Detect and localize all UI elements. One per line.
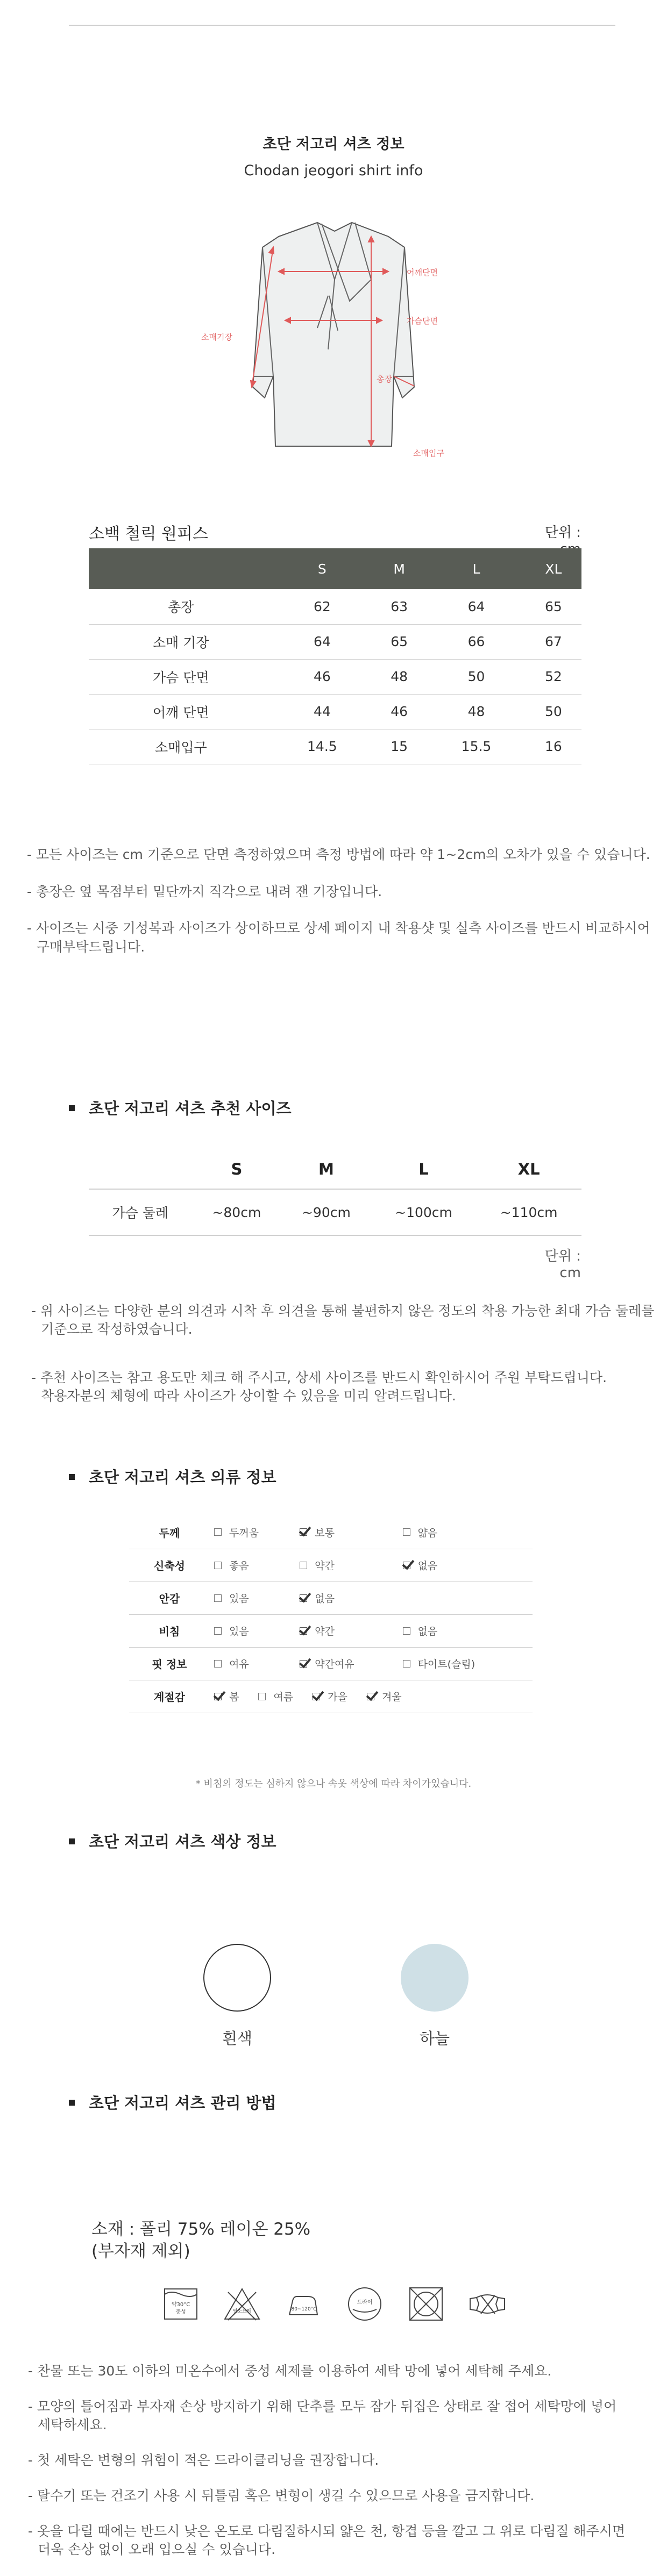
table-cell: 48 (427, 694, 525, 729)
table-cell: 64 (273, 624, 371, 659)
recommend-heading-text: 초단 저고리 셔츠 추천 사이즈 (89, 1099, 292, 1118)
checkmark-icon (300, 1660, 307, 1668)
option-loose: 여유 (214, 1656, 249, 1671)
fabric-row-thickness (129, 1516, 533, 1549)
recommend-heading (69, 1097, 292, 1119)
checkmark-icon (367, 1693, 374, 1700)
checkmark-icon (300, 1528, 307, 1536)
option-good: 좋음 (214, 1558, 249, 1572)
table-cell: 44 (273, 694, 371, 729)
table-cell: 62 (273, 589, 371, 624)
color-swatch-white (203, 1944, 271, 2012)
option-spring: 봄 (214, 1689, 239, 1704)
fabric-row-stretch (129, 1549, 533, 1582)
table-cell: ~90cm (281, 1189, 371, 1235)
fabric-label: 비침 (129, 1614, 210, 1647)
size-table-header-row (89, 548, 581, 589)
bullet-square-icon (69, 1105, 75, 1111)
wash-30-neutral-icon (161, 2285, 200, 2323)
rec-header: M (281, 1149, 371, 1189)
option-slight: 약간 (300, 1558, 335, 1572)
size-header: S (273, 548, 371, 589)
table-cell: 50 (526, 694, 581, 729)
label-sleeve-length: 소매기장 (201, 332, 232, 342)
table-cell: 65 (371, 624, 427, 659)
fabric-table (129, 1516, 533, 1713)
table-cell: 16 (526, 729, 581, 764)
color-name: 흰색 (222, 2029, 253, 2048)
table-cell: ~100cm (371, 1189, 477, 1235)
rec-header (89, 1149, 192, 1189)
table-row (89, 659, 581, 694)
recommend-note: 착용자분의 체형에 따라 사이즈가 상이할 수 있음을 미리 알려드립니다. (41, 1388, 456, 1404)
svg-text:약30°C: 약30°C (171, 2302, 190, 2308)
checkbox-icon (300, 1562, 307, 1569)
bullet-square-icon (69, 1838, 75, 1844)
material-line: 소재 : 폴리 75% 레이온 25% (91, 2220, 311, 2239)
table-cell: 어깨 단면 (89, 694, 273, 729)
size-table (89, 548, 581, 764)
care-note: - 탈수기 또는 건조기 사용 시 뒤틀림 혹은 변형이 생길 수 있으므로 사용을 금지합니다. (28, 2488, 535, 2503)
table-cell: 15 (371, 729, 427, 764)
top-divider (69, 25, 615, 26)
table-cell: 63 (371, 589, 427, 624)
option-slight: 약간 (300, 1623, 335, 1638)
material-line: (부자재 제외) (91, 2242, 190, 2261)
table-cell: 15.5 (427, 729, 525, 764)
checkbox-icon (403, 1660, 410, 1668)
checkbox-icon (214, 1562, 222, 1569)
table-cell: 소매입구 (89, 729, 273, 764)
checkbox-icon (403, 1528, 410, 1536)
table-cell: 50 (427, 659, 525, 694)
care-heading (69, 2091, 276, 2113)
checkbox-icon (214, 1528, 222, 1536)
color-heading (69, 1830, 276, 1852)
table-cell: 46 (273, 659, 371, 694)
table-cell: ~80cm (192, 1189, 282, 1235)
fabric-label: 두께 (129, 1516, 210, 1549)
recommend-note: - 추천 사이즈는 참고 용도만 체크 해 주시고, 상세 사이즈를 반드시 확인하시어 주원 부탁드립니다. (31, 1370, 607, 1385)
fabric-row-sheerness (129, 1614, 533, 1647)
garment-diagram (194, 215, 473, 468)
care-note: - 첫 세탁은 변형의 위험이 적은 드라이클리닝을 권장합니다. (28, 2452, 379, 2468)
option-slightly-loose: 약간여유 (300, 1656, 354, 1671)
table-cell: 총장 (89, 589, 273, 624)
size-header (89, 548, 273, 589)
fabric-row-lining (129, 1582, 533, 1614)
recommend-note: - 위 사이즈는 다양한 분의 의견과 시착 후 의견을 통해 불편하지 않은 정도의 착용 가능한 최대 가슴 둘레를 (31, 1303, 655, 1319)
option-none: 없음 (403, 1558, 438, 1572)
fabric-label: 신축성 (129, 1549, 210, 1582)
checkbox-icon (214, 1627, 222, 1635)
table-row (89, 624, 581, 659)
rec-header: L (371, 1149, 477, 1189)
checkbox-icon (258, 1693, 266, 1700)
table-cell: 46 (371, 694, 427, 729)
size-header: XL (526, 548, 581, 589)
size-note: - 총장은 옆 목점부터 밑단까지 직각으로 내려 잰 기장입니다. (27, 884, 382, 899)
table-cell: 66 (427, 624, 525, 659)
option-none: 없음 (403, 1623, 438, 1638)
table-cell: 64 (427, 589, 525, 624)
checkmark-icon (403, 1562, 410, 1569)
recommend-header-row (89, 1149, 581, 1189)
size-table-title: 소백 철릭 원피스 (89, 525, 208, 543)
table-cell: 14.5 (273, 729, 371, 764)
size-header: L (427, 548, 525, 589)
fabric-heading (69, 1465, 276, 1487)
checkmark-icon (214, 1693, 222, 1700)
table-cell: 가슴 단면 (89, 659, 273, 694)
table-cell: ~110cm (476, 1189, 581, 1235)
rec-header: S (192, 1149, 282, 1189)
bullet-square-icon (69, 2100, 75, 2106)
recommend-table (89, 1149, 581, 1236)
no-wring-icon (468, 2285, 507, 2323)
no-tumble-dry-icon (407, 2285, 445, 2323)
material-info (91, 2219, 310, 2263)
label-shoulder: 어깨단면 (407, 268, 438, 277)
color-heading-text: 초단 저고리 셔츠 색상 정보 (89, 1833, 276, 1851)
size-note: 구매부탁드립니다. (37, 939, 145, 955)
svg-text:80~120°C: 80~120°C (291, 2307, 317, 2312)
care-note: 세탁하세요. (38, 2417, 107, 2432)
table-row (89, 694, 581, 729)
dry-clean-icon (345, 2285, 384, 2323)
rec-header: XL (476, 1149, 581, 1189)
fabric-row-season (129, 1680, 533, 1713)
fabric-label: 핏 정보 (129, 1647, 210, 1680)
option-thin: 얇음 (403, 1525, 438, 1540)
table-cell: 52 (526, 659, 581, 694)
option-thick: 두꺼움 (214, 1525, 259, 1540)
option-fall: 가을 (313, 1689, 347, 1704)
label-cuff: 소매입구 (413, 448, 444, 458)
size-table-unit: 단위 : (544, 525, 581, 541)
fabric-heading-text: 초단 저고리 셔츠 의류 정보 (89, 1468, 276, 1486)
iron-80-120-icon (284, 2285, 323, 2323)
svg-text:중성: 중성 (175, 2309, 186, 2315)
option-yes: 있음 (214, 1591, 249, 1605)
fabric-label: 계절감 (129, 1680, 210, 1713)
table-row (89, 1189, 581, 1235)
svg-text:드라이: 드라이 (357, 2300, 373, 2306)
fabric-label: 안감 (129, 1582, 210, 1614)
checkbox-icon (403, 1627, 410, 1635)
size-note: - 사이즈는 시중 기성복과 사이즈가 상이하므로 상세 페이지 내 착용샷 및 실측 사이즈를 반드시 비교하시어 (27, 920, 650, 936)
table-row (89, 729, 581, 764)
option-tight: 타이트(슬림) (403, 1656, 476, 1671)
option-yes: 있음 (214, 1623, 249, 1638)
checkmark-icon (313, 1693, 320, 1700)
color-swatch-sky (401, 1944, 469, 2012)
no-chlorine-bleach-icon (223, 2285, 261, 2323)
table-row (89, 589, 581, 624)
table-cell: 48 (371, 659, 427, 694)
checkbox-icon (214, 1594, 222, 1602)
svg-text:염소표백: 염소표백 (232, 2309, 252, 2314)
care-note: 더욱 손상 없이 오래 입으실 수 있습니다. (38, 2542, 276, 2557)
label-total-length: 총장 (377, 374, 392, 384)
option-winter: 겨울 (367, 1689, 402, 1704)
recommend-unit: 단위 : cm (544, 1248, 581, 1281)
table-cell: 소매 기장 (89, 624, 273, 659)
page-subtitle: Chodan jeogori shirt info (244, 162, 423, 179)
care-note: - 찬물 또는 30도 이하의 미온수에서 중성 세제를 이용하여 세탁 망에 넣어 세탁해 주세요. (28, 2363, 552, 2379)
page-title: 초단 저고리 셔츠 정보 (262, 136, 405, 153)
bullet-square-icon (69, 1474, 75, 1480)
care-note: - 옷을 다릴 때에는 반드시 낮은 온도로 다림질하시되 얇은 천, 항겹 등을 깔고 그 위로 다림질 해주시면 (28, 2523, 626, 2539)
table-cell: 가슴 둘레 (89, 1189, 192, 1235)
checkbox-icon (214, 1660, 222, 1668)
label-chest: 가슴단면 (407, 316, 438, 326)
recommend-note: 기준으로 작성하였습니다. (41, 1321, 193, 1337)
checkmark-icon (300, 1627, 307, 1635)
option-summer: 여름 (258, 1689, 293, 1704)
option-normal: 보통 (300, 1525, 335, 1540)
fabric-note: * 비침의 정도는 심하지 않으나 속옷 색상에 따라 차이가있습니다. (195, 1778, 472, 1790)
size-header: M (371, 548, 427, 589)
size-note: - 모든 사이즈는 cm 기준으로 단면 측정하였으며 측정 방법에 따라 약 1~2cm의 오차가 있을 수 있습니다. (27, 847, 650, 862)
color-name: 하늘 (419, 2029, 450, 2048)
care-heading-text: 초단 저고리 셔츠 관리 방법 (89, 2094, 276, 2112)
table-cell: 67 (526, 624, 581, 659)
table-cell: 65 (526, 589, 581, 624)
checkmark-icon (300, 1594, 307, 1602)
fabric-row-fit (129, 1647, 533, 1680)
option-no: 없음 (300, 1591, 335, 1605)
care-note: - 모양의 틀어짐과 부자재 손상 방지하기 위해 단추를 모두 잠가 뒤집은 상태로 잘 접어 세탁망에 넣어 (28, 2399, 617, 2414)
